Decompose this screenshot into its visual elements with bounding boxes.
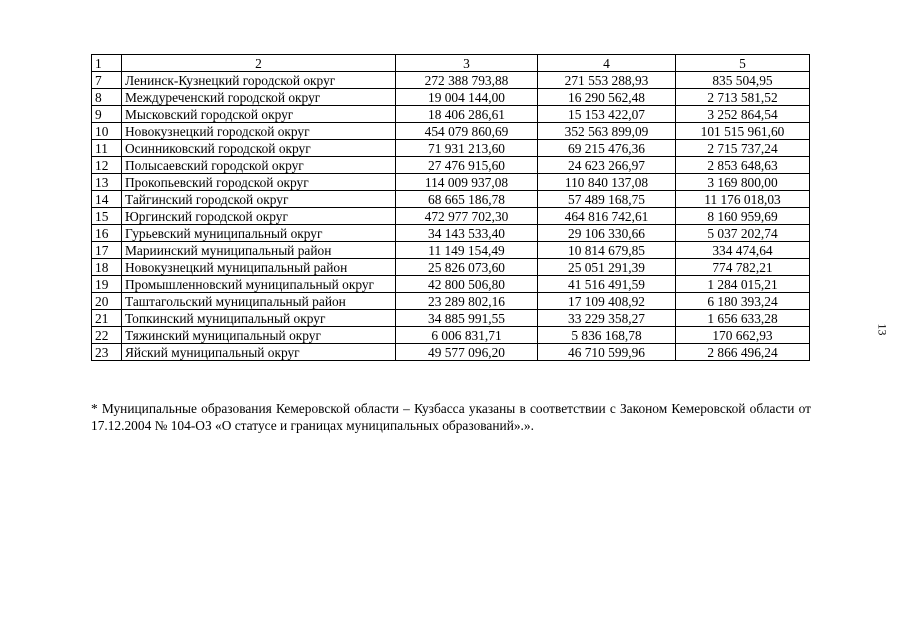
column-3-value-cell: 114 009 937,08 [396,174,538,191]
row-number-cell: 12 [92,157,122,174]
column-4-value-cell: 464 816 742,61 [538,208,676,225]
table-row [92,259,810,276]
allocation-table [91,54,810,361]
municipality-name-cell: Таштагольский муниципальный район [122,293,396,310]
table-row [92,242,810,259]
table-row [92,208,810,225]
row-number-cell: 23 [92,344,122,361]
page-number: 13 [875,323,890,336]
municipality-name-cell: Мариинский муниципальный район [122,242,396,259]
table-row [92,123,810,140]
column-3-value-cell: 25 826 073,60 [396,259,538,276]
footnote: * Муниципальные образования Кемеровской области – Кузбасса указаны в соответствии с Законом Кемеровской области от 17.12.2004 № 104-ОЗ «О статусе и границах муниципальных образований».». [91,401,811,433]
row-number-cell: 14 [92,191,122,208]
column-5-value-cell: 774 782,21 [676,259,810,276]
row-number-cell: 15 [92,208,122,225]
column-4-value-cell: 24 623 266,97 [538,157,676,174]
municipality-name-cell: Ленинск-Кузнецкий городской округ [122,72,396,89]
header-cell: 2 [122,55,396,72]
column-5-value-cell: 1 284 015,21 [676,276,810,293]
municipality-name-cell: Топкинский муниципальный округ [122,310,396,327]
column-5-value-cell: 1 656 633,28 [676,310,810,327]
municipality-name-cell: Междуреченский городской округ [122,89,396,106]
column-3-value-cell: 272 388 793,88 [396,72,538,89]
table-row [92,106,810,123]
column-3-value-cell: 19 004 144,00 [396,89,538,106]
column-5-value-cell: 2 853 648,63 [676,157,810,174]
column-4-value-cell: 5 836 168,78 [538,327,676,344]
header-row [92,55,810,72]
column-5-value-cell: 3 252 864,54 [676,106,810,123]
column-3-value-cell: 68 665 186,78 [396,191,538,208]
column-4-value-cell: 15 153 422,07 [538,106,676,123]
column-5-value-cell: 6 180 393,24 [676,293,810,310]
column-4-value-cell: 33 229 358,27 [538,310,676,327]
column-4-value-cell: 69 215 476,36 [538,140,676,157]
table-row [92,89,810,106]
municipality-name-cell: Яйский муниципальный округ [122,344,396,361]
municipality-name-cell: Прокопьевский городской округ [122,174,396,191]
row-number-cell: 19 [92,276,122,293]
row-number-cell: 18 [92,259,122,276]
row-number-cell: 22 [92,327,122,344]
column-5-value-cell: 835 504,95 [676,72,810,89]
municipality-name-cell: Полысаевский городской округ [122,157,396,174]
table-row [92,225,810,242]
column-3-value-cell: 34 143 533,40 [396,225,538,242]
column-4-value-cell: 57 489 168,75 [538,191,676,208]
column-5-value-cell: 3 169 800,00 [676,174,810,191]
table-row [92,191,810,208]
column-3-value-cell: 454 079 860,69 [396,123,538,140]
column-3-value-cell: 34 885 991,55 [396,310,538,327]
row-number-cell: 17 [92,242,122,259]
table-row [92,157,810,174]
column-3-value-cell: 11 149 154,49 [396,242,538,259]
row-number-cell: 11 [92,140,122,157]
column-3-value-cell: 71 931 213,60 [396,140,538,157]
column-5-value-cell: 11 176 018,03 [676,191,810,208]
row-number-cell: 9 [92,106,122,123]
column-4-value-cell: 25 051 291,39 [538,259,676,276]
column-4-value-cell: 16 290 562,48 [538,89,676,106]
column-4-value-cell: 41 516 491,59 [538,276,676,293]
column-5-value-cell: 101 515 961,60 [676,123,810,140]
header-cell: 5 [676,55,810,72]
table-row [92,72,810,89]
table-row [92,327,810,344]
table-row [92,174,810,191]
header-cell: 3 [396,55,538,72]
municipality-name-cell: Тяжинский муниципальный округ [122,327,396,344]
row-number-cell: 8 [92,89,122,106]
column-5-value-cell: 8 160 959,69 [676,208,810,225]
column-4-value-cell: 17 109 408,92 [538,293,676,310]
municipality-name-cell: Осинниковский городской округ [122,140,396,157]
column-5-value-cell: 2 715 737,24 [676,140,810,157]
column-3-value-cell: 49 577 096,20 [396,344,538,361]
table-row [92,140,810,157]
table-row [92,276,810,293]
column-3-value-cell: 42 800 506,80 [396,276,538,293]
municipality-name-cell: Мысковский городской округ [122,106,396,123]
header-cell: 4 [538,55,676,72]
column-4-value-cell: 10 814 679,85 [538,242,676,259]
municipality-name-cell: Юргинский городской округ [122,208,396,225]
municipality-name-cell: Тайгинский городской округ [122,191,396,208]
row-number-cell: 21 [92,310,122,327]
column-5-value-cell: 2 866 496,24 [676,344,810,361]
column-3-value-cell: 472 977 702,30 [396,208,538,225]
municipality-name-cell: Промышленновский муниципальный округ [122,276,396,293]
column-4-value-cell: 110 840 137,08 [538,174,676,191]
column-5-value-cell: 334 474,64 [676,242,810,259]
header-cell: 1 [92,55,122,72]
municipality-name-cell: Гурьевский муниципальный округ [122,225,396,242]
row-number-cell: 7 [92,72,122,89]
column-5-value-cell: 5 037 202,74 [676,225,810,242]
table-row [92,344,810,361]
column-3-value-cell: 23 289 802,16 [396,293,538,310]
row-number-cell: 20 [92,293,122,310]
column-3-value-cell: 27 476 915,60 [396,157,538,174]
municipality-name-cell: Новокузнецкий городской округ [122,123,396,140]
municipality-name-cell: Новокузнецкий муниципальный район [122,259,396,276]
row-number-cell: 13 [92,174,122,191]
column-5-value-cell: 2 713 581,52 [676,89,810,106]
column-3-value-cell: 6 006 831,71 [396,327,538,344]
column-3-value-cell: 18 406 286,61 [396,106,538,123]
column-4-value-cell: 352 563 899,09 [538,123,676,140]
table-row [92,310,810,327]
column-5-value-cell: 170 662,93 [676,327,810,344]
table-row [92,293,810,310]
column-4-value-cell: 29 106 330,66 [538,225,676,242]
column-4-value-cell: 271 553 288,93 [538,72,676,89]
row-number-cell: 10 [92,123,122,140]
column-4-value-cell: 46 710 599,96 [538,344,676,361]
row-number-cell: 16 [92,225,122,242]
